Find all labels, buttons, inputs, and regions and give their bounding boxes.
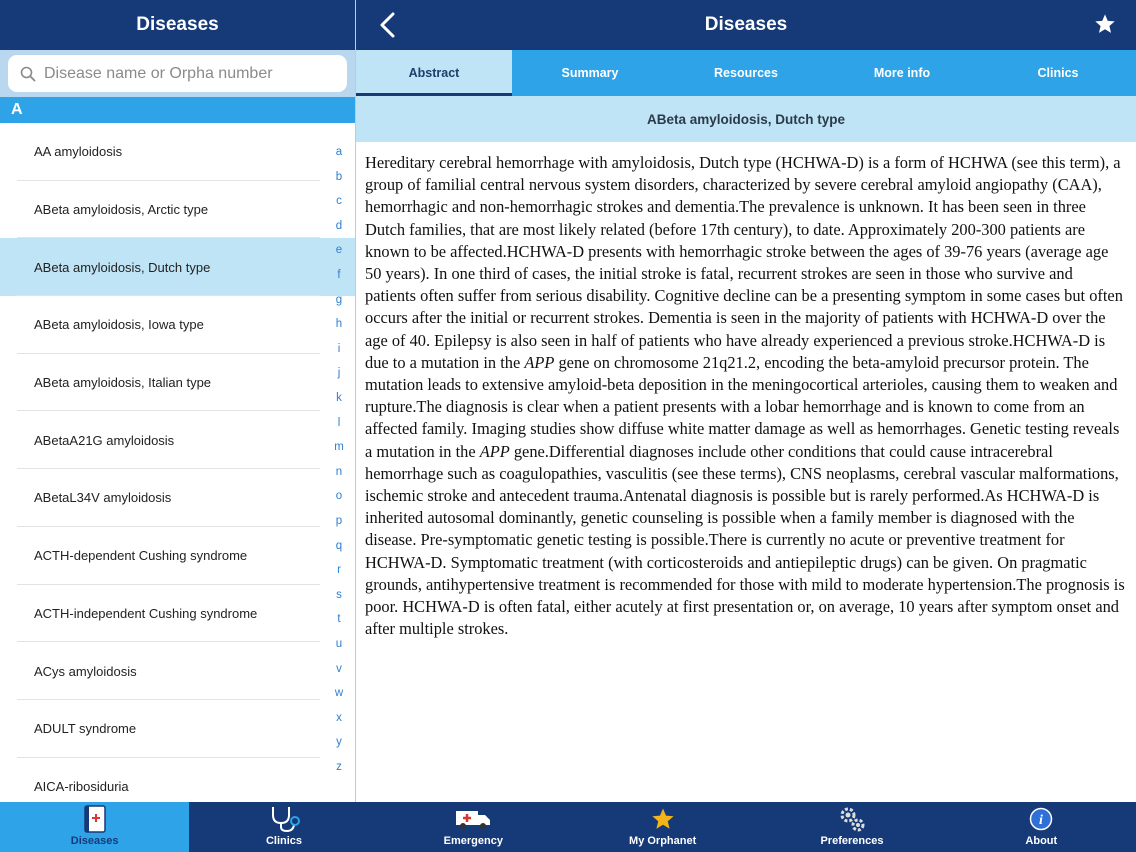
alphabet-index-letter[interactable]: g	[335, 293, 343, 306]
right-header-title: Diseases	[704, 14, 788, 35]
alphabet-index-letter[interactable]: l	[337, 416, 341, 429]
alphabet-index-letter[interactable]: f	[337, 269, 341, 281]
tab-clinics[interactable]	[980, 50, 1136, 96]
list-item[interactable]	[0, 700, 355, 758]
alphabet-index-letter[interactable]: x	[336, 711, 342, 724]
detail-tabs	[356, 50, 1136, 96]
list-item-selected[interactable]	[0, 238, 355, 296]
tab-abstract[interactable]	[356, 50, 512, 96]
disease-list-panel	[0, 0, 355, 802]
alphabet-index-letter[interactable]: z	[336, 761, 342, 773]
bottom-tab-about[interactable]	[947, 802, 1136, 852]
ambulance-icon	[455, 807, 491, 831]
tab-more-info[interactable]	[824, 50, 980, 96]
list-item[interactable]	[0, 354, 355, 412]
list-item-label: ACTH-dependent Cushing syndrome	[34, 548, 248, 564]
search-box[interactable]	[8, 55, 347, 92]
list-item-label: ABetaA21G amyloidosis	[34, 432, 175, 448]
right-header	[356, 0, 1136, 50]
tab-label: Summary	[561, 66, 619, 80]
abstract-part-2: gene on chromosome 21q21.2, encoding the beta-amyloid precursor protein. The mutation leads to extensive amyloid-beta deposition in the meningocortical arterioles, causing them to weaken and rupture.The diagnosis is clear when a patient presents with a lobar hemorrhage and is known to come from an affected family. Imaging studies show diffuse white matter damage as well as hemorrhages. Genetic testing reveals a mutation in the	[365, 352, 1120, 461]
alphabet-index-letter[interactable]: o	[335, 490, 343, 503]
bottom-tab-label: Preferences	[820, 835, 884, 847]
list-item[interactable]	[0, 123, 355, 181]
left-header	[0, 0, 355, 50]
alphabet-index-letter[interactable]: d	[335, 219, 343, 232]
info-icon	[1029, 807, 1053, 831]
tab-label: More info	[873, 66, 931, 80]
list-item-label: ABeta amyloidosis, Dutch type	[34, 259, 211, 275]
disease-title: ABeta amyloidosis, Dutch type	[646, 111, 846, 127]
disease-detail-panel	[356, 0, 1136, 802]
bottom-tab-preferences[interactable]	[757, 802, 946, 852]
search-icon	[20, 66, 36, 82]
alphabet-index-letter[interactable]: v	[336, 662, 342, 675]
left-header-title: Diseases	[136, 14, 219, 35]
bottom-tab-label: Clinics	[265, 835, 303, 847]
gene-name: APP	[524, 352, 555, 372]
list-item[interactable]	[0, 181, 355, 239]
list-item-label: ADULT syndrome	[34, 721, 137, 737]
list-item[interactable]	[0, 293, 355, 354]
disease-title-bar	[356, 96, 1136, 142]
list-item[interactable]	[0, 642, 355, 700]
section-header: A	[0, 97, 355, 123]
list-item-label: ACys amyloidosis	[34, 663, 137, 679]
alphabet-index[interactable]	[328, 140, 350, 800]
alphabet-index-letter[interactable]: c	[336, 195, 342, 208]
disease-list[interactable]	[0, 123, 355, 802]
list-item-label: AICA-ribosiduria	[34, 778, 129, 794]
bottom-tab-emergency[interactable]	[379, 802, 568, 852]
tab-label: Abstract	[408, 66, 460, 80]
alphabet-index-letter[interactable]: w	[334, 687, 344, 700]
bottom-tab-clinics[interactable]	[189, 802, 378, 852]
tab-summary[interactable]	[512, 50, 668, 96]
list-item-label: AA amyloidosis	[34, 144, 123, 160]
back-chevron-icon[interactable]	[378, 12, 398, 38]
alphabet-index-letter[interactable]: y	[336, 736, 342, 749]
bottom-tab-label: Emergency	[443, 835, 503, 847]
alphabet-index-letter[interactable]: u	[335, 638, 343, 650]
svg-text:i: i	[1039, 813, 1044, 828]
list-item[interactable]	[0, 585, 355, 643]
alphabet-index-letter[interactable]: a	[335, 146, 343, 158]
favorite-star-icon[interactable]	[1094, 13, 1116, 35]
bottom-tab-bar	[0, 802, 1136, 852]
tab-label: Clinics	[1037, 66, 1079, 80]
alphabet-index-letter[interactable]: r	[337, 564, 341, 577]
alphabet-index-letter[interactable]: t	[337, 613, 341, 626]
alphabet-index-letter[interactable]: k	[336, 392, 342, 404]
abstract-part-3: gene.Differential diagnoses include other conditions that could cause intracerebral hemorrhage such as coagulopathies, vasculitis (see these terms), CNS neoplasms, cerebral vascular malformations, ischemic stroke and antecedent trauma.Antenatal diagnosis is possible but is rarely performed.As HCHWA-D is inherited autosomal dominantly, genetic counseling is possible when a family member is diagnosed with the disease. Pre-symptomatic genetic testing is possible.There is currently no acute or preventive treatment for HCHWA-D. Symptomatic treatment (with corticosteroids and antiepileptic drugs) can be given. On pragmatic grounds, antihypertensive treatment is recommended for those with mild to moderate hypertension.The prognosis is poor. HCHWA-D is often fatal, either acutely at first presentation or, on average, 10 years after symptom onset and after multiple strokes.	[365, 441, 1125, 639]
abstract-part-1: Hereditary cerebral hemorrhage with amyloidosis, Dutch type (HCHWA-D) is a form of HCHWA (see this term), a group of familial central nervous system disorders, characterized by severe cerebral amyloid angiopathy (CAA), hemorrhagic and non-hemorrhagic strokes and dementia.The prevalence is unknown. It has been seen in three Dutch families, that are most likely related (before 17th century), to date. Approximately 200-300 patients are known to be affected.HCHWA-D presents with hemorrhagic stroke between the ages of 39-76 years (average age 50 years). In one third of cases, the initial stroke is fatal, recurrent strokes are seen in those who survive and patients often suffer from serious disability. Cognitive decline can be a presenting symptom in some cases but often occurs after the initial or recurrent strokes. Dementia is seen in the majority of patients with HCHWA-D over the age of 40. Epilepsy is also seen in half of patients who have already experienced a previous stroke.HCHWA-D is due to a mutation in the	[365, 153, 1123, 372]
alphabet-index-letter[interactable]: i	[337, 342, 341, 355]
alphabet-index-letter[interactable]: n	[335, 465, 343, 478]
list-item-label: ABeta amyloidosis, Iowa type	[34, 317, 204, 333]
bottom-tab-my-orphanet[interactable]	[568, 802, 757, 852]
gears-icon	[838, 805, 866, 833]
alphabet-index-letter[interactable]: m	[334, 441, 344, 454]
alphabet-index-letter[interactable]: p	[335, 515, 343, 527]
alphabet-index-letter[interactable]: s	[336, 588, 342, 601]
alphabet-index-letter[interactable]: h	[335, 318, 343, 331]
star-icon	[651, 807, 675, 831]
tab-resources[interactable]	[668, 50, 824, 96]
alphabet-index-letter[interactable]: b	[335, 170, 343, 183]
abstract-text	[356, 142, 1136, 640]
tab-label: Resources	[714, 66, 778, 80]
gene-name: APP	[479, 441, 510, 461]
list-item[interactable]	[0, 527, 355, 585]
book-icon	[84, 805, 106, 833]
search-input[interactable]	[44, 65, 334, 83]
list-item-label: ABeta amyloidosis, Arctic type	[34, 202, 209, 218]
list-item[interactable]	[0, 469, 355, 527]
alphabet-index-letter[interactable]: e	[335, 244, 343, 257]
list-item-label: ABetaL34V amyloidosis	[34, 490, 172, 506]
search-bar	[0, 50, 355, 97]
bottom-tab-label: About	[1025, 835, 1058, 847]
bottom-tab-diseases[interactable]	[0, 802, 189, 852]
list-item[interactable]	[0, 411, 355, 469]
list-item-label: ABeta amyloidosis, Italian type	[34, 375, 212, 391]
bottom-tab-label: Diseases	[70, 835, 119, 847]
alphabet-index-letter[interactable]: q	[335, 539, 343, 552]
stethoscope-icon	[267, 805, 301, 833]
list-item[interactable]	[0, 758, 355, 802]
bottom-tab-label: My Orphanet	[629, 835, 697, 847]
list-item-label: ACTH-independent Cushing syndrome	[34, 605, 258, 621]
alphabet-index-letter[interactable]: j	[337, 367, 341, 380]
